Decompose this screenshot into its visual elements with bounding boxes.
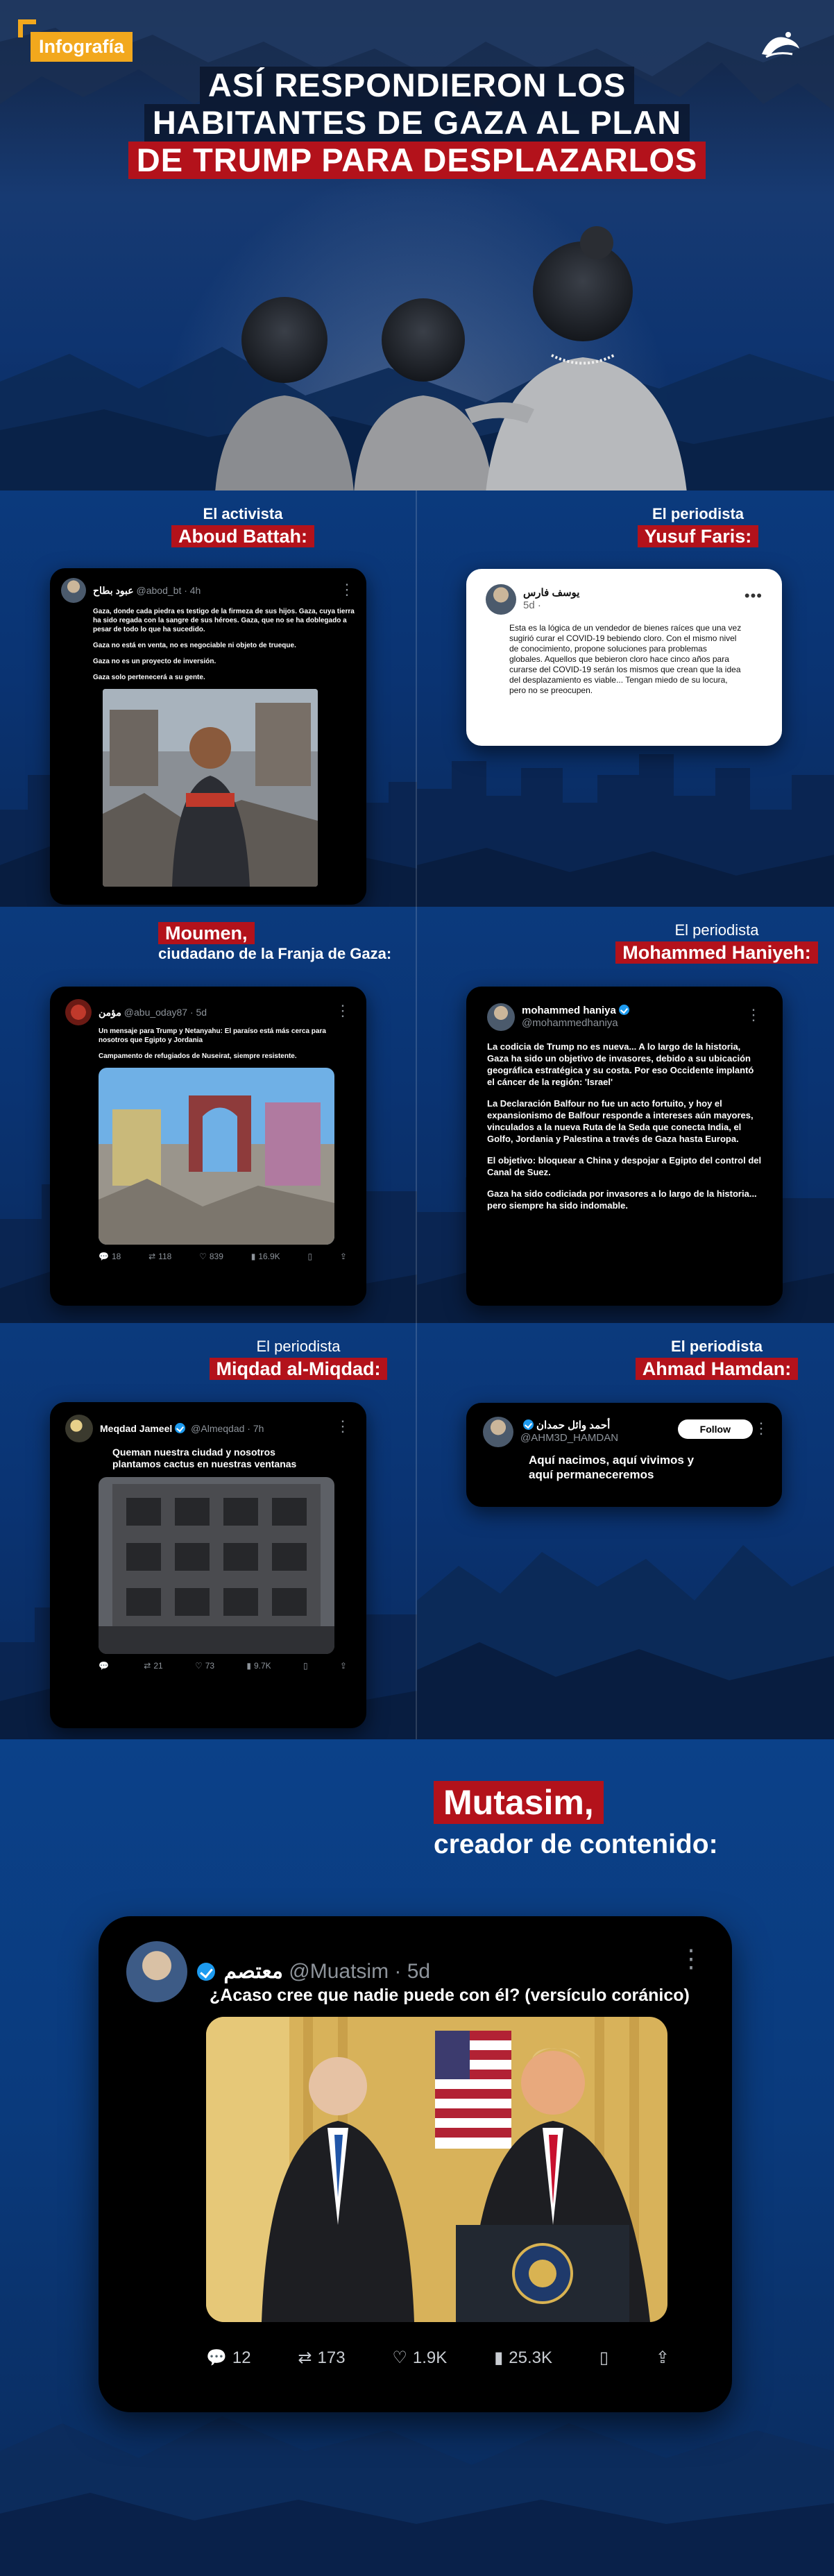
cell-yusuf-faris <box>417 491 834 907</box>
tweet-card[interactable] <box>50 987 366 1306</box>
caption-role: El periodista <box>670 1338 763 1355</box>
views-count: 16.9K <box>258 1252 280 1261</box>
tweet-paragraph: Queman nuestra ciudad y nosotros plantamos cactus en nuestras ventanas <box>112 1447 297 1469</box>
tweet-actions <box>65 1252 351 1261</box>
display-name[interactable]: معتصم <box>223 1960 283 1983</box>
caption-moumen <box>158 921 401 964</box>
tweet-photo[interactable] <box>103 689 318 887</box>
handle: @Muatsim · 5d <box>289 1960 431 1983</box>
retweet-icon: ⇄ <box>298 2348 312 2367</box>
caption-name: Moumen, <box>158 922 255 944</box>
like-button[interactable] <box>195 1661 214 1671</box>
press-conference-photo <box>206 2017 667 2322</box>
caption-name: Aboud Battah: <box>171 525 314 547</box>
verified-badge-icon <box>523 1419 534 1430</box>
tweet-card[interactable] <box>466 1403 782 1507</box>
tweet-body <box>487 1041 762 1211</box>
heart-icon: ♡ <box>194 1661 203 1671</box>
tweet-actions <box>65 1661 351 1671</box>
tweet-header <box>483 1417 769 1447</box>
tweet-paragraph: Un mensaje para Trump y Netanyahu: El paraíso está más cerca para nosotros que Egipto y Jordania <box>99 1027 326 1044</box>
display-name[interactable]: عبود بطاح <box>93 585 134 596</box>
views-button[interactable] <box>494 2348 552 2368</box>
cell-aboud-battah <box>0 491 417 907</box>
like-count: 73 <box>205 1661 215 1671</box>
bottom-section <box>0 1739 834 2576</box>
tweet-author <box>194 1960 430 1984</box>
handle: @abod_bt · 4h <box>136 585 201 596</box>
tweet-paragraph: La Declaración Balfour no fue un acto fortuito, y hoy el expansionismo de Balfour responde a intereses aún mayores, vinculados a la nueva Ruta de la Seda que conecta India, el Golfo, Jordania y Palestina a través de Gaza hasta Europa. <box>487 1098 754 1144</box>
destroyed-camp-photo <box>99 1068 334 1245</box>
reply-icon: 💬 <box>99 1661 109 1671</box>
bookmark-icon[interactable]: ▯ <box>599 2348 609 2367</box>
handle: @Almeqdad · 7h <box>191 1423 264 1434</box>
like-button[interactable] <box>392 2348 447 2368</box>
tweet-card[interactable] <box>466 569 782 746</box>
tweet-actions <box>206 2348 670 2368</box>
reply-button[interactable] <box>206 2348 251 2368</box>
tweet-author <box>522 1005 632 1030</box>
more-options-icon[interactable]: ⋮ <box>746 1006 762 1023</box>
caption-mohammed-haniyeh <box>613 921 821 964</box>
tweet-body <box>65 1447 351 1470</box>
avatar[interactable] <box>65 999 92 1025</box>
avatar[interactable] <box>486 584 516 615</box>
tweet-photo[interactable] <box>99 1068 334 1245</box>
share-icon[interactable]: ⇪ <box>339 1252 347 1261</box>
views-button[interactable] <box>246 1661 271 1671</box>
tweet-paragraph: Gaza ha sido codiciada por invasores a lo largo de la historia... pero siempre ha sido indomable. <box>487 1188 757 1211</box>
cell-ahmad-hamdan <box>417 1323 834 1739</box>
tweet-author <box>93 584 201 597</box>
tweet-header <box>65 1415 351 1442</box>
tweet-paragraph: Gaza solo pertenecerá a su gente. <box>93 674 205 681</box>
retweet-count: 173 <box>317 2348 346 2367</box>
cell-miqdad <box>0 1323 417 1739</box>
caption-name: Yusuf Faris: <box>638 525 759 547</box>
caption-role: ciudadano de la Franja de Gaza: <box>158 945 392 962</box>
verified-badge-icon <box>175 1423 185 1433</box>
verified-badge-icon <box>197 1963 215 1981</box>
burned-building-photo <box>99 1477 334 1654</box>
avatar[interactable] <box>487 1003 515 1031</box>
cell-mohammed-haniyeh <box>417 907 834 1323</box>
like-count: 1.9K <box>412 2348 448 2367</box>
more-options-icon[interactable]: ••• <box>744 587 763 604</box>
tweet-body <box>61 607 355 682</box>
avatar[interactable] <box>483 1417 513 1447</box>
tweet-body <box>486 623 763 696</box>
caption-role: El periodista <box>652 505 744 522</box>
caption-mutasim <box>434 1781 718 1860</box>
retweet-button[interactable] <box>144 1661 162 1671</box>
handle: @mohammedhaniya <box>522 1017 618 1029</box>
category-tag: Infografía <box>31 32 133 62</box>
caption-name: Miqdad al-Miqdad: <box>210 1358 388 1380</box>
more-options-icon[interactable]: ⋮ <box>335 1417 351 1435</box>
tweet-photo[interactable] <box>99 1477 334 1654</box>
follow-button[interactable]: Follow <box>678 1419 753 1439</box>
tweet-card[interactable] <box>466 987 783 1306</box>
avatar[interactable] <box>65 1415 93 1442</box>
reply-icon: 💬 <box>99 1252 109 1261</box>
headline-line-3: DE TRUMP PARA DESPLAZARLOS <box>128 142 706 179</box>
cell-moumen <box>0 907 417 1323</box>
tweet-author <box>99 1006 207 1018</box>
caption-name: Ahmad Hamdan: <box>636 1358 799 1380</box>
tweet-paragraph: Gaza no está en venta, no es negociable ni objeto de trueque. <box>93 642 296 649</box>
views-icon: ▮ <box>246 1661 251 1671</box>
handle: @abu_oday87 · 5d <box>124 1007 207 1018</box>
tweet-paragraph: Esta es la lógica de un vendedor de bienes raíces que una vez sugirió curar el COVID-19 bebiendo cloro. Con el mismo nivel de conocimiento, propone soluciones para problemas globales. Aquellos que bebieron cloro hace cinco años para curarse del COVID-19 serán los mismos que crean que la idea del desplazamiento es viable... Tengan miedo de su locura, pero no se preocupen. <box>509 623 742 695</box>
caption-yusuf-faris <box>611 504 785 547</box>
heart-icon: ♡ <box>199 1252 207 1261</box>
caption-aboud-battah <box>167 504 319 547</box>
retweet-count: 118 <box>158 1252 172 1261</box>
retweet-button[interactable] <box>148 1252 171 1261</box>
caption-role: El periodista <box>256 1338 341 1355</box>
children-photo <box>173 201 715 491</box>
more-options-icon[interactable]: ⋮ <box>754 1419 769 1437</box>
tweet-paragraph: Gaza, donde cada piedra es testigo de la firmeza de sus hijos. Gaza, cuya tierra ha sido regada con la sangre de sus héroes. Gaza, que no se ha doblegado a pesar de todo lo que ha sucedido. <box>93 608 355 633</box>
views-icon: ▮ <box>494 2348 504 2367</box>
channel-logo-icon <box>756 28 805 62</box>
reply-count: 12 <box>232 2348 251 2367</box>
display-name[interactable]: أحمد وائل حمدان <box>536 1419 611 1431</box>
tweet-header <box>487 1003 762 1031</box>
tweet-body: ¿Acaso cree que nadie puede con él? (versículo coránico) <box>210 1986 690 2005</box>
rubble-backdrop <box>417 1503 834 1739</box>
heart-icon: ♡ <box>392 2348 407 2367</box>
caption-miqdad <box>198 1337 399 1380</box>
share-icon[interactable]: ⇪ <box>655 2348 670 2367</box>
tweet-paragraph: Campamento de refugiados de Nuseirat, siempre resistente. <box>99 1052 297 1060</box>
caption-role: El activista <box>203 505 283 522</box>
headline <box>0 67 834 179</box>
tweet-header <box>486 584 763 615</box>
tweet-photo[interactable] <box>206 2017 667 2322</box>
tweet-body <box>483 1453 765 1482</box>
display-name[interactable]: mohammed haniya <box>522 1005 616 1016</box>
avatar[interactable] <box>61 578 86 603</box>
handle: 5d · <box>523 599 541 611</box>
boy-in-rubble-photo <box>103 689 318 887</box>
retweet-icon: ⇄ <box>144 1661 151 1671</box>
share-icon[interactable]: ⇪ <box>339 1661 347 1671</box>
tweet-paragraph: El objetivo: bloquear a China y despojar a Egipto del control del Canal de Suez. <box>487 1155 762 1177</box>
caption-role: El periodista <box>674 921 759 939</box>
views-button[interactable] <box>251 1252 280 1261</box>
tweet-paragraph: Aquí nacimos, aquí vivimos y aquí permaneceremos <box>529 1453 695 1481</box>
caption-name: Mutasim, <box>434 1781 604 1824</box>
tweet-paragraph: La codicia de Trump no es nueva... A lo largo de la historia, Gaza ha sido un objetivo de invasores, debido a su ubicación geográfica estratégica y su costa. Por eso Occidente implantó el cáncer de la región: 'Israel' <box>487 1041 754 1087</box>
tweet-header <box>65 999 351 1025</box>
more-options-icon[interactable]: ⋮ <box>679 1944 704 1972</box>
like-button[interactable] <box>199 1252 223 1261</box>
like-count: 839 <box>209 1252 223 1261</box>
display-name[interactable]: مؤمن <box>99 1007 121 1018</box>
views-count: 9.7K <box>254 1661 271 1671</box>
more-options-icon[interactable]: ⋮ <box>335 1002 351 1019</box>
caption-ahmad-hamdan <box>613 1337 821 1380</box>
tweet-paragraph: Gaza no es un proyecto de inversión. <box>93 658 216 665</box>
reply-button[interactable] <box>99 1252 121 1261</box>
caption-role: creador de contenido: <box>434 1829 718 1859</box>
headline-line-2: HABITANTES DE GAZA AL PLAN <box>144 104 690 142</box>
views-icon: ▮ <box>250 1252 256 1261</box>
reply-count: 18 <box>111 1252 121 1261</box>
tweet-card[interactable] <box>50 1402 366 1728</box>
retweet-icon: ⇄ <box>148 1252 156 1261</box>
hero-section <box>0 0 834 491</box>
bookmark-icon[interactable]: ▯ <box>307 1252 313 1261</box>
tweet-header <box>61 578 355 603</box>
display-name[interactable]: Meqdad Jameel <box>100 1423 173 1434</box>
reply-icon: 💬 <box>206 2348 227 2367</box>
retweet-count: 21 <box>153 1661 163 1671</box>
views-count: 25.3K <box>509 2348 553 2367</box>
tweet-card[interactable] <box>99 1916 732 2412</box>
headline-line-1: ASÍ RESPONDIERON LOS <box>200 67 634 104</box>
verified-badge-icon <box>619 1005 629 1015</box>
retweet-button[interactable] <box>298 2348 345 2368</box>
avatar[interactable] <box>126 1941 187 2002</box>
tweet-author <box>520 1419 618 1444</box>
tweet-author <box>100 1422 264 1435</box>
tweet-card[interactable] <box>50 568 366 905</box>
reply-button[interactable] <box>99 1661 112 1671</box>
bookmark-icon[interactable]: ▯ <box>303 1661 308 1671</box>
tweet-body <box>65 1027 351 1061</box>
more-options-icon[interactable]: ⋮ <box>339 581 355 598</box>
display-name[interactable]: يوسف فارس <box>523 587 580 599</box>
tweet-author <box>523 587 579 612</box>
handle: @AHM3D_HAMDAN <box>520 1432 619 1444</box>
skyline-backdrop <box>417 726 834 907</box>
caption-name: Mohammed Haniyeh: <box>615 941 818 964</box>
